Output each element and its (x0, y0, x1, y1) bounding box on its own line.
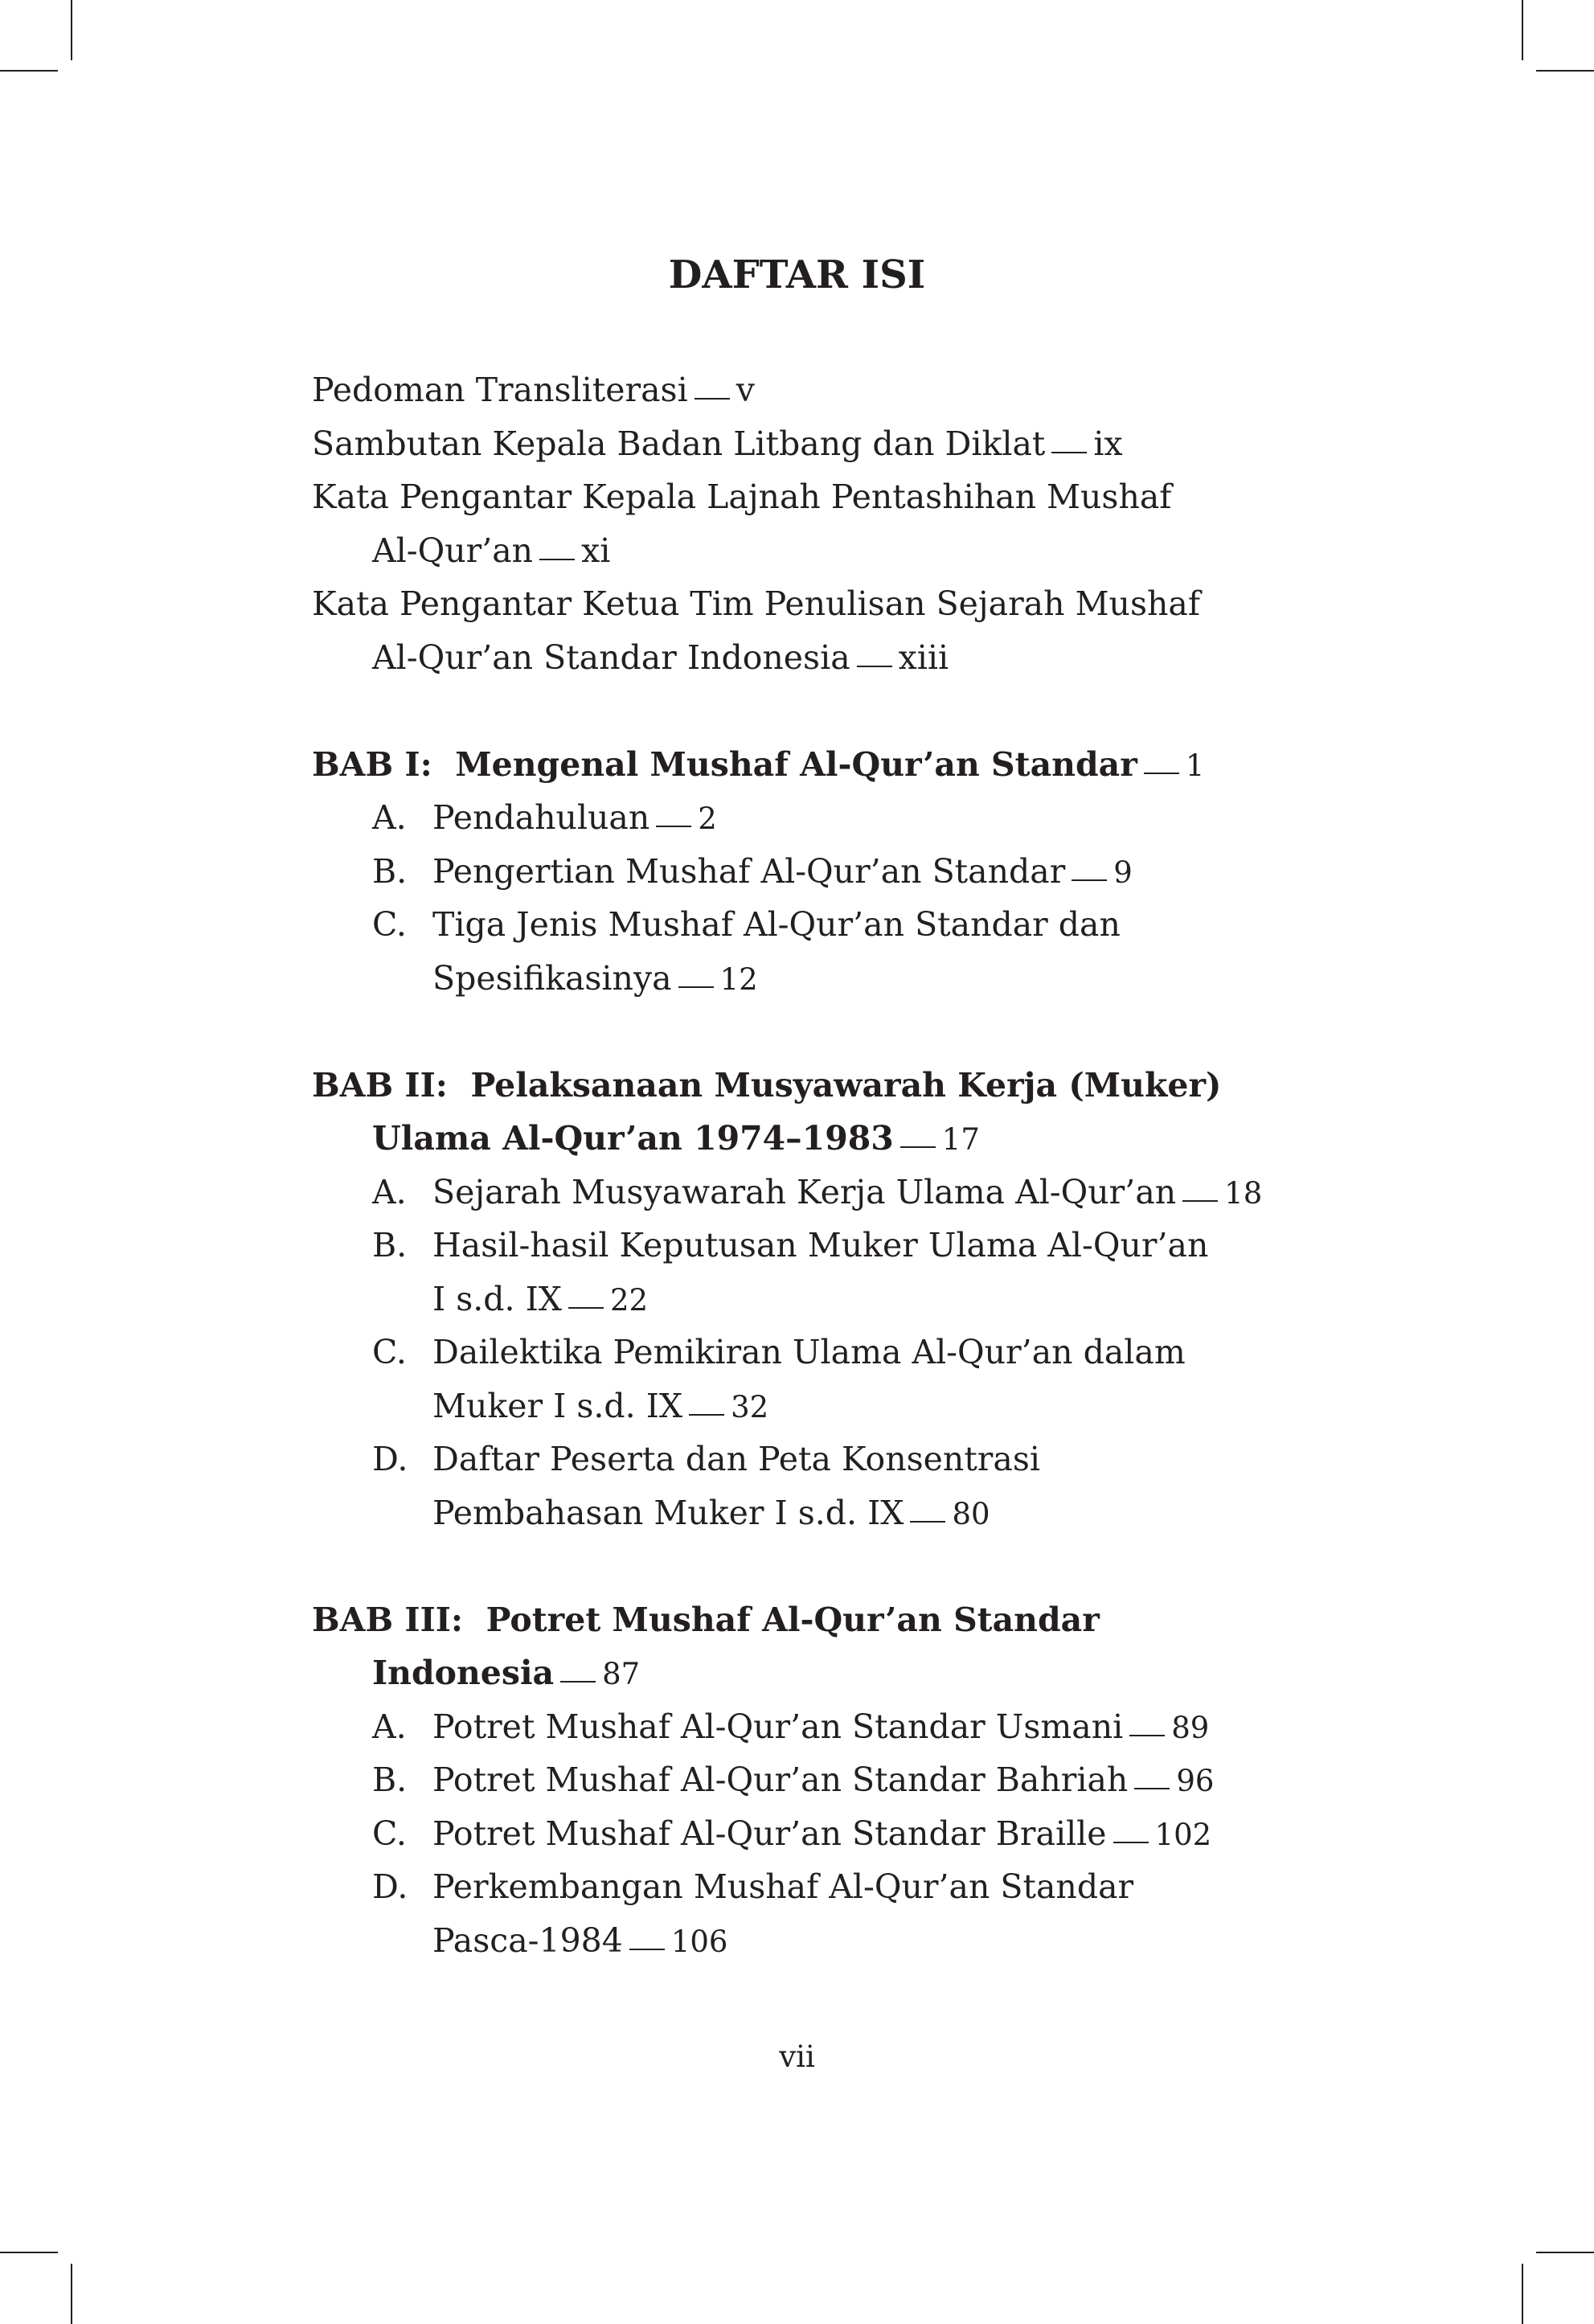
toc-entry-title: Kata Pengantar Ketua Tim Penulisan Sejarah Mushaf (312, 584, 1201, 623)
toc-page-number: xi (581, 531, 611, 570)
chapter-title: Potret Mushaf Al-Qur’an Standar (486, 1600, 1100, 1639)
section-entry-continuation (312, 1914, 1357, 1968)
section-entry-continuation (312, 1486, 1357, 1540)
crop-mark (1536, 70, 1594, 72)
section-entry (312, 898, 1357, 952)
leader-blank (900, 1146, 936, 1148)
toc-page-number: 89 (1171, 1710, 1210, 1745)
section-letter: B. (372, 1760, 408, 1799)
section-letter: C. (372, 1333, 407, 1371)
toc-page-number: 18 (1224, 1175, 1263, 1211)
section-entry (312, 1326, 1357, 1379)
leader-blank (1072, 879, 1107, 881)
leader-blank (1113, 1842, 1149, 1843)
section-title: Perkembangan Mushaf Al-Qur’an Standar (432, 1867, 1134, 1906)
toc-page-number: v (736, 371, 755, 409)
page-number-folio: vii (779, 2039, 815, 2074)
leader-blank (1134, 1788, 1170, 1789)
leader-blank (678, 986, 714, 988)
section-title: Dailektika Pemikiran Ulama Al-Qur’an dalam (432, 1333, 1186, 1371)
section-entry-continuation (312, 1273, 1357, 1326)
chapter-title: Indonesia (372, 1654, 555, 1692)
crop-mark (0, 70, 58, 72)
crop-mark (1522, 2264, 1523, 2324)
chapter-heading-continuation (312, 1646, 1357, 1700)
crop-mark (71, 0, 72, 60)
toc-page-number: 22 (610, 1282, 649, 1318)
toc-entry-continuation (312, 631, 1357, 685)
section-letter: A. (372, 1707, 407, 1746)
section-letter: C. (372, 905, 407, 944)
toc-entry-continuation (312, 524, 1357, 578)
chapter-label: BAB I: (312, 744, 432, 784)
toc-page-number: xiii (898, 637, 949, 677)
section-title: Hasil-hasil Keputusan Muker Ulama Al-Qur’an (432, 1226, 1209, 1264)
toc-page-number: 87 (602, 1657, 641, 1691)
section-title: Sejarah Musyawarah Kerja Ulama Al-Qur’an (432, 1172, 1177, 1211)
toc-entry-title: Kata Pengantar Kepala Lajnah Pentashihan Mushaf (312, 478, 1172, 516)
toc-page-number: 9 (1113, 855, 1133, 890)
section-title: Daftar Peserta dan Peta Konsentrasi (432, 1440, 1040, 1478)
section-title: I s.d. IX (432, 1279, 562, 1318)
section-letter: A. (372, 798, 407, 837)
crop-mark (1522, 0, 1523, 60)
section-title: Potret Mushaf Al-Qur’an Standar Braille (432, 1814, 1107, 1853)
toc-page-number: 32 (731, 1389, 769, 1424)
leader-blank (695, 398, 730, 400)
chapter-title: Mengenal Mushaf Al-Qur’an Standar (455, 744, 1137, 784)
chapter-heading (312, 1593, 1357, 1647)
chapter-heading-continuation (312, 1112, 1357, 1166)
section-entry (312, 1807, 1357, 1861)
section-title: Pengertian Mushaf Al-Qur’an Standar (432, 851, 1066, 891)
section-letter: D. (372, 1867, 408, 1906)
toc-entry-title: Al-Qur’an (372, 531, 534, 570)
chapter-heading (312, 738, 1357, 792)
leader-blank (1051, 452, 1087, 453)
section-entry (312, 791, 1357, 845)
leader-blank (656, 826, 691, 827)
section-entry (312, 1700, 1357, 1754)
toc-page-number: 17 (941, 1122, 980, 1157)
chapter-label: BAB II: (312, 1065, 448, 1105)
section-entry-continuation (312, 1379, 1357, 1433)
leader-blank (539, 559, 575, 560)
toc-entry-title: Pedoman Transliterasi (312, 371, 688, 409)
section-entry (312, 1753, 1357, 1807)
section-entry (312, 1860, 1357, 1914)
chapter-heading (312, 1059, 1357, 1113)
table-of-contents (312, 363, 1357, 1967)
leader-blank (568, 1307, 604, 1309)
section-letter: D. (372, 1440, 408, 1478)
toc-entry (312, 470, 1357, 524)
chapter-title: Ulama Al-Qur’an 1974–1983 (372, 1119, 894, 1158)
section-title: Spesifikasinya (432, 958, 672, 998)
leader-blank (629, 1949, 665, 1950)
chapter-label: BAB III: (312, 1600, 464, 1639)
section-letter: A. (372, 1172, 407, 1211)
toc-page-number: 80 (952, 1496, 990, 1531)
leader-blank (910, 1521, 945, 1523)
section-title: Pasca-1984 (432, 1920, 623, 1960)
toc-entry-title: Sambutan Kepala Badan Litbang dan Diklat (312, 424, 1046, 463)
section-title: Potret Mushaf Al-Qur’an Standar Bahriah (432, 1760, 1129, 1799)
toc-page-number: 2 (698, 801, 717, 836)
leader-blank (689, 1414, 724, 1416)
section-entry (312, 1166, 1357, 1219)
leader-blank (857, 666, 892, 667)
crop-mark (1536, 2252, 1594, 2253)
toc-page-number: ix (1093, 424, 1123, 463)
section-entry (312, 1219, 1357, 1273)
section-letter: B. (372, 1226, 408, 1264)
toc-page-number: 106 (670, 1924, 728, 1959)
toc-entry (312, 363, 1357, 417)
crop-mark (71, 2264, 72, 2324)
chapter-title: Pelaksanaan Musyawarah Kerja (Muker) (470, 1065, 1222, 1105)
toc-entry (312, 417, 1357, 471)
section-entry (312, 1433, 1357, 1486)
toc-page-number: 1 (1185, 748, 1205, 783)
section-letter: B. (372, 851, 408, 891)
section-title: Tiga Jenis Mushaf Al-Qur’an Standar dan (432, 905, 1121, 944)
section-title: Pembahasan Muker I s.d. IX (432, 1493, 904, 1532)
toc-page-number: 102 (1154, 1817, 1212, 1852)
toc-entry-title: Al-Qur’an Standar Indonesia (372, 637, 850, 677)
section-entry (312, 845, 1357, 899)
leader-blank (1129, 1735, 1165, 1736)
toc-entry (312, 577, 1357, 631)
page-title: DAFTAR ISI (668, 252, 926, 297)
section-letter: C. (372, 1814, 407, 1853)
section-title: Pendahuluan (432, 798, 650, 837)
leader-blank (560, 1681, 596, 1683)
section-entry-continuation (312, 952, 1357, 1006)
leader-blank (1144, 773, 1179, 774)
section-title: Muker I s.d. IX (432, 1386, 683, 1425)
crop-mark (0, 2252, 58, 2253)
toc-page-number: 12 (719, 961, 758, 997)
leader-blank (1182, 1200, 1218, 1202)
toc-page-number: 96 (1176, 1764, 1215, 1798)
section-title: Potret Mushaf Al-Qur’an Standar Usmani (432, 1707, 1124, 1746)
